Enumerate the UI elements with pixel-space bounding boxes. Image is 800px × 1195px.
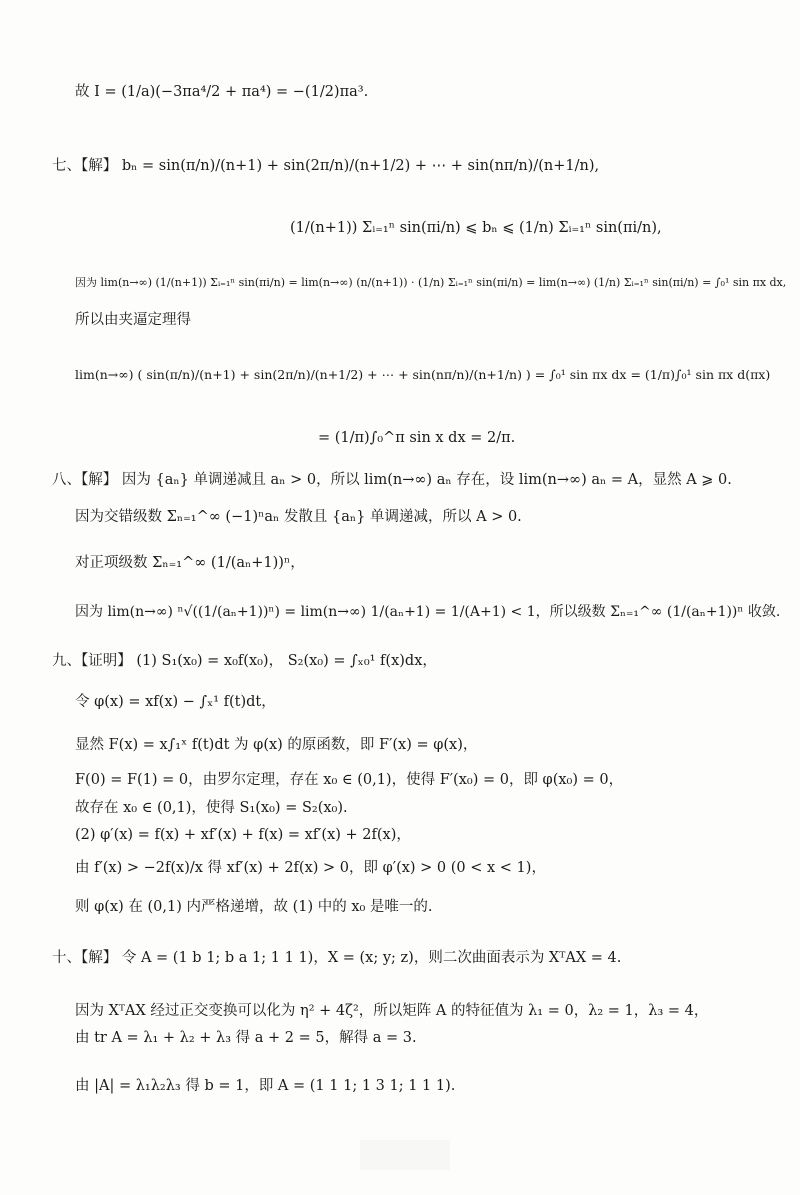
math-line: 对正项级数 Σₙ₌₁^∞ (1/(aₙ+1))ⁿ，: [75, 555, 305, 571]
math-line: 故存在 x₀ ∈ (0,1)，使得 S₁(x₀) = S₂(x₀).: [75, 800, 348, 816]
math-line: F(0) = F(1) = 0，由罗尔定理，存在 x₀ ∈ (0,1)，使得 F′(x₀) = 0，即 φ(x₀) = 0，: [75, 772, 624, 788]
math-line: lim(n→∞) ( sin(π/n)/(n+1) + sin(2π/n)/(n+1/2) + ⋯ + sin(nπ/n)/(n+1/n) ) = ∫₀¹ sin πx dx = (1/π)∫₀¹ sin πx d(πx): [75, 367, 771, 382]
math-line: 因为 XᵀAX 经过正交变换可以化为 η² + 4ζ²，所以矩阵 A 的特征值为 λ₁ = 0，λ₂ = 1，λ₃ = 4，: [75, 1003, 709, 1019]
math-line: 由 tr A = λ₁ + λ₂ + λ₃ 得 a + 2 = 5，解得 a = 3.: [75, 1030, 417, 1046]
math-line: (1/(n+1)) Σᵢ₌₁ⁿ sin(πi/n) ⩽ bₙ ⩽ (1/n) Σᵢ₌₁ⁿ sin(πi/n),: [290, 220, 662, 236]
section-heading-line: 八、【解】 因为 {aₙ} 单调递减且 aₙ > 0，所以 lim(n→∞) aₙ 存在，设 lim(n→∞) aₙ = A，显然 A ⩾ 0.: [52, 472, 732, 488]
math-line: 所以由夹逼定理得: [75, 312, 191, 328]
section-heading-line: 九、【证明】 (1) S₁(x₀) = x₀f(x₀)， S₂(x₀) = ∫ₓ₀¹ f(x)dx，: [52, 653, 437, 669]
math-line: 故 I = (1/a)(−3πa⁴/2 + πa⁴) = −(1/2)πa³.: [75, 84, 369, 100]
math-line: 因为 lim(n→∞) ⁿ√((1/(aₙ+1))ⁿ) = lim(n→∞) 1/(aₙ+1) = 1/(A+1) < 1，所以级数 Σₙ₌₁^∞ (1/(aₙ+1))ⁿ 收敛.: [75, 604, 781, 620]
math-line: = (1/π)∫₀^π sin x dx = 2/π.: [318, 430, 516, 446]
math-line: 由 f′(x) > −2f(x)/x 得 xf′(x) + 2f(x) > 0，即 φ′(x) > 0 (0 < x < 1)，: [75, 860, 546, 876]
section-heading-line: 十、【解】 令 A = (1 b 1; b a 1; 1 1 1)，X = (x; y; z)，则二次曲面表示为 XᵀAX = 4.: [52, 950, 622, 966]
math-line: 显然 F(x) = x∫₁ˣ f(t)dt 为 φ(x) 的原函数，即 F′(x) = φ(x)，: [75, 737, 478, 753]
math-line: 由 |A| = λ₁λ₂λ₃ 得 b = 1，即 A = (1 1 1; 1 3 1; 1 1 1).: [75, 1078, 456, 1094]
section-heading-line: 七、【解】 bₙ = sin(π/n)/(n+1) + sin(2π/n)/(n+1/2) + ⋯ + sin(nπ/n)/(n+1/n),: [52, 158, 600, 174]
math-line: 因为 lim(n→∞) (1/(n+1)) Σᵢ₌₁ⁿ sin(πi/n) = lim(n→∞) (n/(n+1)) · (1/n) Σᵢ₌₁ⁿ sin(πi/n) = lim(n→∞) (1/n) Σᵢ₌₁ⁿ sin(πi/n) = ∫₀¹ sin πx dx,: [75, 276, 787, 289]
scan-smudge: [360, 1140, 450, 1170]
math-line: 则 φ(x) 在 (0,1) 内严格递增，故 (1) 中的 x₀ 是唯一的.: [75, 899, 433, 915]
math-line: 令 φ(x) = xf(x) − ∫ₓ¹ f(t)dt，: [75, 694, 276, 710]
math-line: 因为交错级数 Σₙ₌₁^∞ (−1)ⁿaₙ 发散且 {aₙ} 单调递减，所以 A > 0.: [75, 509, 522, 525]
math-line: (2) φ′(x) = f(x) + xf′(x) + f(x) = xf′(x) + 2f(x)，: [75, 827, 411, 843]
